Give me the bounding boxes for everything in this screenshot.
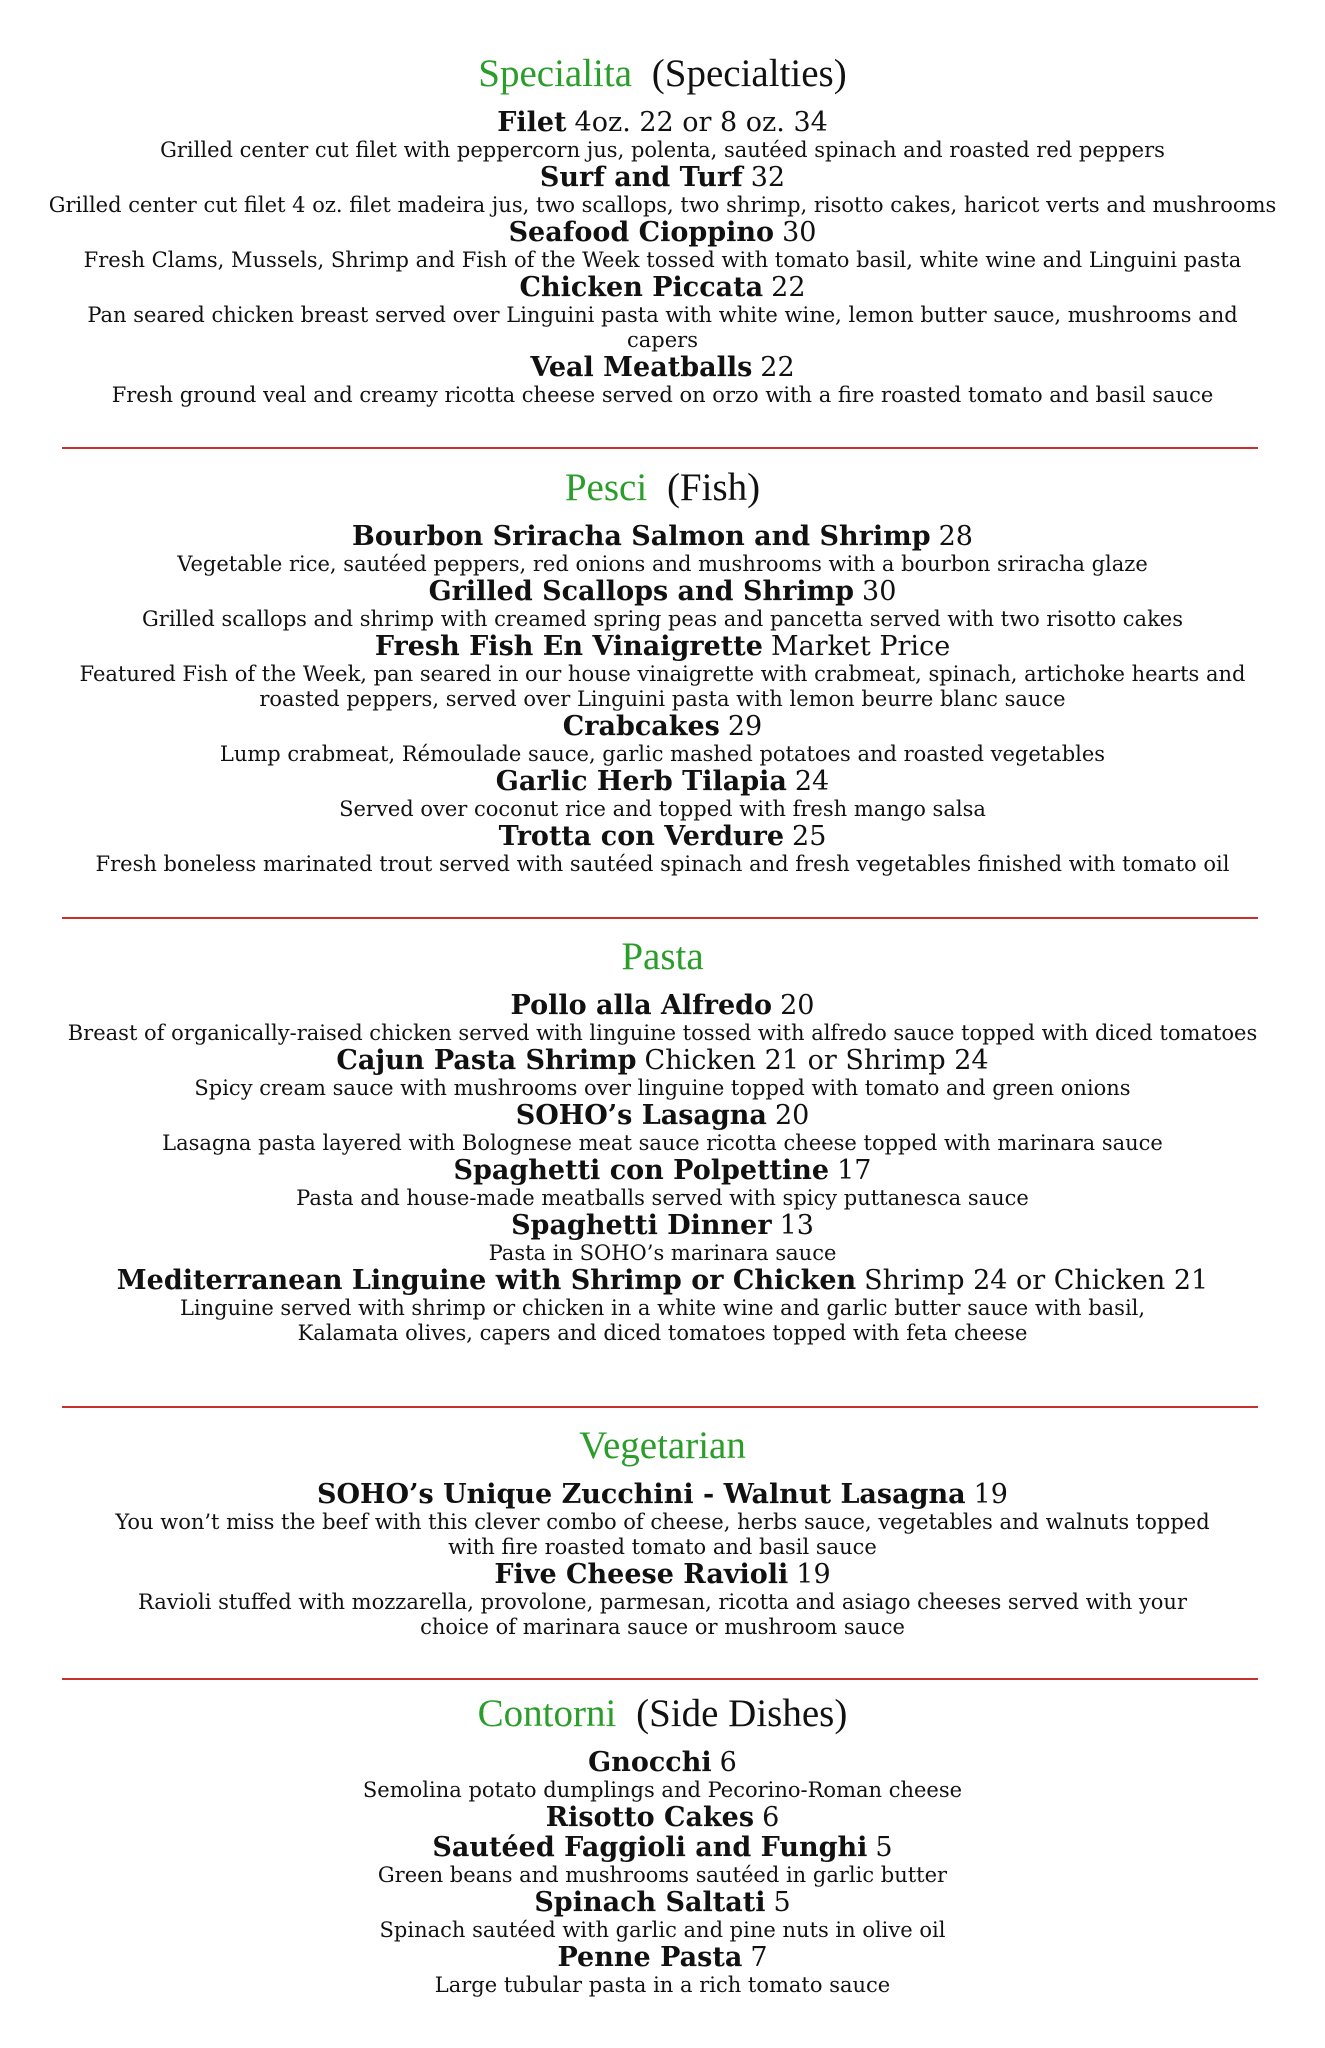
- item-price: 28: [938, 521, 973, 552]
- section-title: Specialita: [478, 52, 633, 95]
- item-price: 32: [750, 162, 786, 193]
- menu-item: [0, 353, 1325, 408]
- item-description: Pan seared chicken breast served over Linguini pasta with white wine, lemon butter sauce, mushrooms and capers: [87, 303, 1238, 352]
- item-price: 30: [862, 576, 897, 607]
- item-name: Five Cheese Ravioli: [494, 1559, 789, 1590]
- section-heading: [0, 935, 1325, 979]
- menu-item: [0, 1046, 1325, 1101]
- item-name: Sautéed Faggioli and Funghi: [432, 1832, 868, 1863]
- item-price: 19: [796, 1559, 831, 1590]
- item-description: Breast of organically-raised chicken served with linguine tossed with alfredo sauce topped with diced tomatoes: [67, 1021, 1258, 1045]
- item-description: Fresh boneless marinated trout served with sautéed spinach and fresh vegetables finished with tomato oil: [95, 852, 1230, 876]
- item-name: Grilled Scallops and Shrimp: [428, 576, 855, 607]
- menu-item: [0, 1101, 1325, 1156]
- section-title: Pesci: [564, 466, 648, 509]
- menu-item: [0, 108, 1325, 163]
- item-price: 29: [727, 711, 763, 742]
- item-price: 20: [780, 990, 815, 1021]
- menu-item: [0, 577, 1325, 632]
- item-price: 6: [762, 1802, 780, 1833]
- item-description: Lump crabmeat, Rémoulade sauce, garlic mashed potatoes and roasted vegetables: [219, 742, 1106, 766]
- item-price: 24: [794, 766, 830, 797]
- section-translation: (Specialties): [651, 52, 847, 95]
- item-name: Risotto Cakes: [545, 1802, 755, 1833]
- item-description: Green beans and mushrooms sautéed in garlic butter: [377, 1863, 948, 1887]
- section-divider: [62, 1406, 1258, 1408]
- section-divider: [62, 447, 1258, 449]
- item-name: Bourbon Sriracha Salmon and Shrimp: [352, 521, 931, 552]
- item-price: 17: [837, 1155, 872, 1186]
- menu-item: [0, 522, 1325, 577]
- item-price: 19: [973, 1479, 1008, 1510]
- item-description: Spicy cream sauce with mushrooms over linguine topped with tomato and green onions: [194, 1076, 1131, 1100]
- item-name: Surf and Turf: [539, 162, 743, 193]
- menu-item: [0, 273, 1325, 353]
- item-name: Cajun Pasta Shrimp: [336, 1045, 637, 1076]
- item-name: SOHO’s Unique Zucchini - Walnut Lasagna: [317, 1479, 966, 1510]
- menu-item: [0, 218, 1325, 273]
- section-title: Pasta: [621, 935, 704, 978]
- menu-item: [0, 1943, 1325, 1998]
- item-name: Trotta con Verdure: [498, 821, 785, 852]
- section-heading: [0, 466, 1325, 510]
- item-name: Spaghetti Dinner: [511, 1210, 772, 1241]
- item-name: Mediterranean Linguine with Shrimp or Chicken: [116, 1265, 857, 1296]
- menu-item: [0, 1480, 1325, 1560]
- item-description: Large tubular pasta in a rich tomato sauce: [434, 1973, 891, 1997]
- section-translation: (Side Dishes): [636, 1692, 848, 1735]
- item-price: 22: [760, 352, 795, 383]
- item-description: Pasta in SOHO’s marinara sauce: [488, 1241, 837, 1265]
- section-title: Contorni: [477, 1692, 617, 1735]
- menu-item: [0, 163, 1325, 218]
- menu-item: [0, 1211, 1325, 1266]
- item-price: Shrimp 24 or Chicken 21: [864, 1265, 1209, 1296]
- item-name: Fresh Fish En Vinaigrette: [374, 631, 763, 662]
- item-price: 30: [782, 217, 817, 248]
- item-description: You won’t miss the beef with this clever combo of cheese, herbs sauce, vegetables and walnuts topped with fire roasted tomato and basil sauce: [115, 1510, 1210, 1559]
- item-name: Chicken Piccata: [519, 272, 764, 303]
- item-description: Lasagna pasta layered with Bolognese meat sauce ricotta cheese topped with marinara sauce: [162, 1131, 1163, 1155]
- item-price: 7: [750, 1942, 768, 1973]
- item-price: 5: [773, 1887, 791, 1918]
- menu-item: [0, 712, 1325, 767]
- item-name: Seafood Cioppino: [508, 217, 775, 248]
- item-name: Crabcakes: [562, 711, 720, 742]
- item-name: Spaghetti con Polpettine: [453, 1155, 830, 1186]
- item-price: 22: [771, 272, 806, 303]
- menu-item: [0, 822, 1325, 877]
- item-description: Grilled center cut filet 4 oz. filet madeira jus, two scallops, two shrimp, risotto cakes, haricot verts and mushrooms: [48, 193, 1277, 217]
- item-description: Linguine served with shrimp or chicken in a white wine and garlic butter sauce with basil, Kalamata olives, capers and diced tomatoes topped with feta cheese: [179, 1296, 1146, 1345]
- section-title: Vegetarian: [579, 1424, 746, 1467]
- item-name: Spinach Saltati: [534, 1887, 766, 1918]
- menu-item: [0, 1833, 1325, 1888]
- section-divider: [62, 1678, 1258, 1680]
- section-heading: [0, 1424, 1325, 1468]
- item-description: Fresh ground veal and creamy ricotta cheese served on orzo with a fire roasted tomato and basil sauce: [111, 383, 1214, 407]
- item-name: Garlic Herb Tilapia: [495, 766, 787, 797]
- item-price: 25: [792, 821, 827, 852]
- menu-item: [0, 991, 1325, 1046]
- section-heading: [0, 52, 1325, 96]
- section-divider: [62, 917, 1258, 919]
- menu-item: [0, 632, 1325, 712]
- item-name: Pollo alla Alfredo: [510, 990, 773, 1021]
- menu-item: [0, 1156, 1325, 1211]
- item-description: Fresh Clams, Mussels, Shrimp and Fish of the Week tossed with tomato basil, white wine and Linguini pasta: [83, 248, 1242, 272]
- section-pesci: [0, 466, 1325, 877]
- item-description: Vegetable rice, sautéed peppers, red onions and mushrooms with a bourbon sriracha glaze: [177, 552, 1148, 576]
- menu-item: [0, 1266, 1325, 1346]
- item-description: Served over coconut rice and topped with fresh mango salsa: [339, 797, 986, 821]
- item-name: Gnocchi: [588, 1747, 712, 1778]
- item-description: Spinach sautéed with garlic and pine nuts in olive oil: [379, 1918, 946, 1942]
- section-vegetarian: [0, 1424, 1325, 1640]
- menu-item: [0, 767, 1325, 822]
- section-heading: [0, 1692, 1325, 1736]
- menu-item: [0, 1888, 1325, 1943]
- item-description: Pasta and house-made meatballs served with spicy puttanesca sauce: [296, 1186, 1029, 1210]
- item-description: Grilled center cut filet with peppercorn jus, polenta, sautéed spinach and roasted red peppers: [160, 138, 1165, 162]
- menu-item: [0, 1803, 1325, 1833]
- item-name: Veal Meatballs: [530, 352, 753, 383]
- menu-item: [0, 1748, 1325, 1803]
- section-pasta: [0, 935, 1325, 1346]
- section-specialita: [0, 52, 1325, 408]
- item-name: SOHO’s Lasagna: [515, 1100, 767, 1131]
- item-price: 5: [875, 1832, 893, 1863]
- item-description: Grilled scallops and shrimp with creamed spring peas and pancetta served with two risotto cakes: [142, 607, 1183, 631]
- section-translation: (Fish): [666, 466, 761, 509]
- item-price: 4oz. 22 or 8 oz. 34: [574, 107, 828, 138]
- item-price: 20: [774, 1100, 810, 1131]
- menu-item: [0, 1560, 1325, 1640]
- item-price: Chicken 21 or Shrimp 24: [644, 1045, 989, 1076]
- item-description: Ravioli stuffed with mozzarella, provolone, parmesan, ricotta and asiago cheeses served with your choice of marinara sauce or mushroom sauce: [137, 1590, 1187, 1639]
- item-price: 13: [779, 1210, 814, 1241]
- item-price: Market Price: [770, 631, 951, 662]
- item-description: Semolina potato dumplings and Pecorino-Roman cheese: [362, 1778, 963, 1802]
- item-name: Filet: [497, 107, 567, 138]
- item-name: Penne Pasta: [557, 1942, 743, 1973]
- item-price: 6: [719, 1747, 737, 1778]
- item-description: Featured Fish of the Week, pan seared in our house vinaigrette with crabmeat, spinach, artichoke hearts and roasted peppers, served over Linguini pasta with lemon beurre blanc sauce: [79, 662, 1246, 711]
- section-contorni: [0, 1692, 1325, 1998]
